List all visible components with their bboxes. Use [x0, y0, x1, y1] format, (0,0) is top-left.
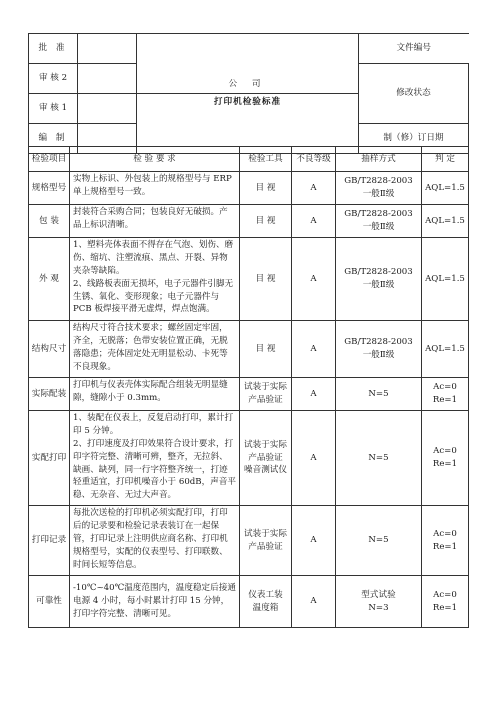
table-row: [29, 172, 469, 205]
col-sampling: 抽样方式: [336, 147, 422, 172]
col-item: 检验项目: [29, 147, 70, 172]
row-tool: 试装于实际 产品验证 噪音测试仪: [240, 411, 292, 506]
row-judge: AQL=1.5: [422, 172, 469, 205]
col-requirement: 检 验 要 求: [70, 147, 240, 172]
row-requirement: 1、塑料壳体表面不得存在气泡、划伤、磨伤、缩坑、注塑流痕、黑点、开裂、异物夹杂等缺陷。 2、线路板表面无损坏，电子元器件引脚无生锈、氧化、变形现象；电子元器件与 PCB 板焊接平滑无虚焊，焊点饱满。: [70, 238, 240, 321]
row-item: 外 观: [29, 238, 70, 321]
table-row: [29, 238, 469, 321]
row-item: 可靠性: [29, 576, 70, 628]
col-defect: 不良等级: [292, 147, 336, 172]
review2-label: 审 核 2: [29, 64, 78, 94]
row-tool: 目 视: [240, 321, 292, 378]
row-judge: Ac=0 Re=1: [422, 411, 469, 506]
row-defect: A: [292, 172, 336, 205]
row-judge: AQL=1.5: [422, 321, 469, 378]
prepare-label: 编 制: [29, 124, 78, 154]
table-row: [29, 506, 469, 576]
table-row: [29, 321, 469, 378]
row-tool: 试装于实际 产品验证: [240, 378, 292, 411]
col-judge: 判 定: [422, 147, 469, 172]
row-tool: 试装于实际 产品验证: [240, 506, 292, 576]
row-sampling: N=5: [336, 378, 422, 411]
row-defect: A: [292, 378, 336, 411]
row-tool: 目 视: [240, 205, 292, 238]
review1-label: 审 核 1: [29, 94, 78, 124]
column-header-row: [29, 147, 469, 172]
row-defect: A: [292, 205, 336, 238]
row-item: 实际配装: [29, 378, 70, 411]
revision-label: 修改状态: [359, 64, 469, 124]
row-judge: AQL=1.5: [422, 238, 469, 321]
approve-value: [78, 34, 137, 64]
document-title: 打印机检验标准: [137, 94, 359, 154]
row-defect: A: [292, 411, 336, 506]
row-defect: A: [292, 238, 336, 321]
row-tool: 目 视: [240, 238, 292, 321]
row-sampling: GB/T2828-2003 一般Ⅱ级: [336, 238, 422, 321]
row-sampling: GB/T2828-2003 一般Ⅱ级: [336, 321, 422, 378]
row-tool: 仪表工装 温度箱: [240, 576, 292, 628]
row-sampling: 型式试验 N=3: [336, 576, 422, 628]
row-judge: Ac=0 Re=1: [422, 378, 469, 411]
row-tool: 目 视: [240, 172, 292, 205]
date-label: 制（修）订日期: [359, 124, 469, 154]
approve-label: 批 准: [29, 34, 78, 64]
row-sampling: N=5: [336, 506, 422, 576]
row-requirement: 结构尺寸符合技术要求；螺丝固定牢固，齐全，无脱落；色带安装位置正确，无脱落隐患；壳体固定处无明显松动、卡死等不良现象。: [70, 321, 240, 378]
col-tool: 检验工具: [240, 147, 292, 172]
row-requirement: 每批次送检的打印机必须实配打印，打印后的记录要和检验记录表装订在一起保管，打印记录上注明供应商名称、打印机规格型号，实配的仪表型号、打印联数、时间长短等信息。: [70, 506, 240, 576]
row-sampling: N=5: [336, 411, 422, 506]
row-judge: Ac=0 Re=1: [422, 506, 469, 576]
row-requirement: 1、装配在仪表上，反复启动打印，累计打印 5 分钟。 2、打印速度及打印效果符合设计要求，打印字符完整、清晰可辨，整齐，无拉斜、缺画、缺列，同一行字符整齐统一，打迹轻重适宜，打印机噪音小于 60dB，声音平稳、无杂音、无过大声音。: [70, 411, 240, 506]
table-row: [29, 411, 469, 506]
row-requirement: 实物上标识、外包装上的规格型号与 ERP 单上规格型号一致。: [70, 172, 240, 205]
row-defect: A: [292, 506, 336, 576]
inspection-table: [28, 146, 469, 628]
row-requirement: -10℃~40℃温度范围内，温度稳定后接通电源 4 小时，每小时累计打印 15 分钟，打印字符完整、清晰可见。: [70, 576, 240, 628]
row-item: 结构尺寸: [29, 321, 70, 378]
row-judge: Ac=0 Re=1: [422, 576, 469, 628]
row-requirement: 打印机与仪表壳体实际配合组装无明显缝隙，缝隙小于 0.3mm。: [70, 378, 240, 411]
doc-no-label: 文件编号: [359, 34, 469, 64]
row-sampling: GB/T2828-2003 一般Ⅱ级: [336, 172, 422, 205]
row-requirement: 封装符合采购合同；包装良好无破损。产品上标识清晰。: [70, 205, 240, 238]
header-table: [28, 33, 469, 154]
table-row: [29, 378, 469, 411]
row-sampling: GB/T2828-2003 一般Ⅱ级: [336, 205, 422, 238]
row-item: 打印记录: [29, 506, 70, 576]
row-item: 包 装: [29, 205, 70, 238]
row-item: 规格型号: [29, 172, 70, 205]
company-name: 公 司: [137, 34, 359, 94]
row-item: 实配打印: [29, 411, 70, 506]
row-judge: AQL=1.5: [422, 205, 469, 238]
row-defect: A: [292, 576, 336, 628]
table-row: [29, 576, 469, 628]
table-row: [29, 205, 469, 238]
review1-value: [78, 94, 137, 124]
review2-value: [78, 64, 137, 94]
row-defect: A: [292, 321, 336, 378]
